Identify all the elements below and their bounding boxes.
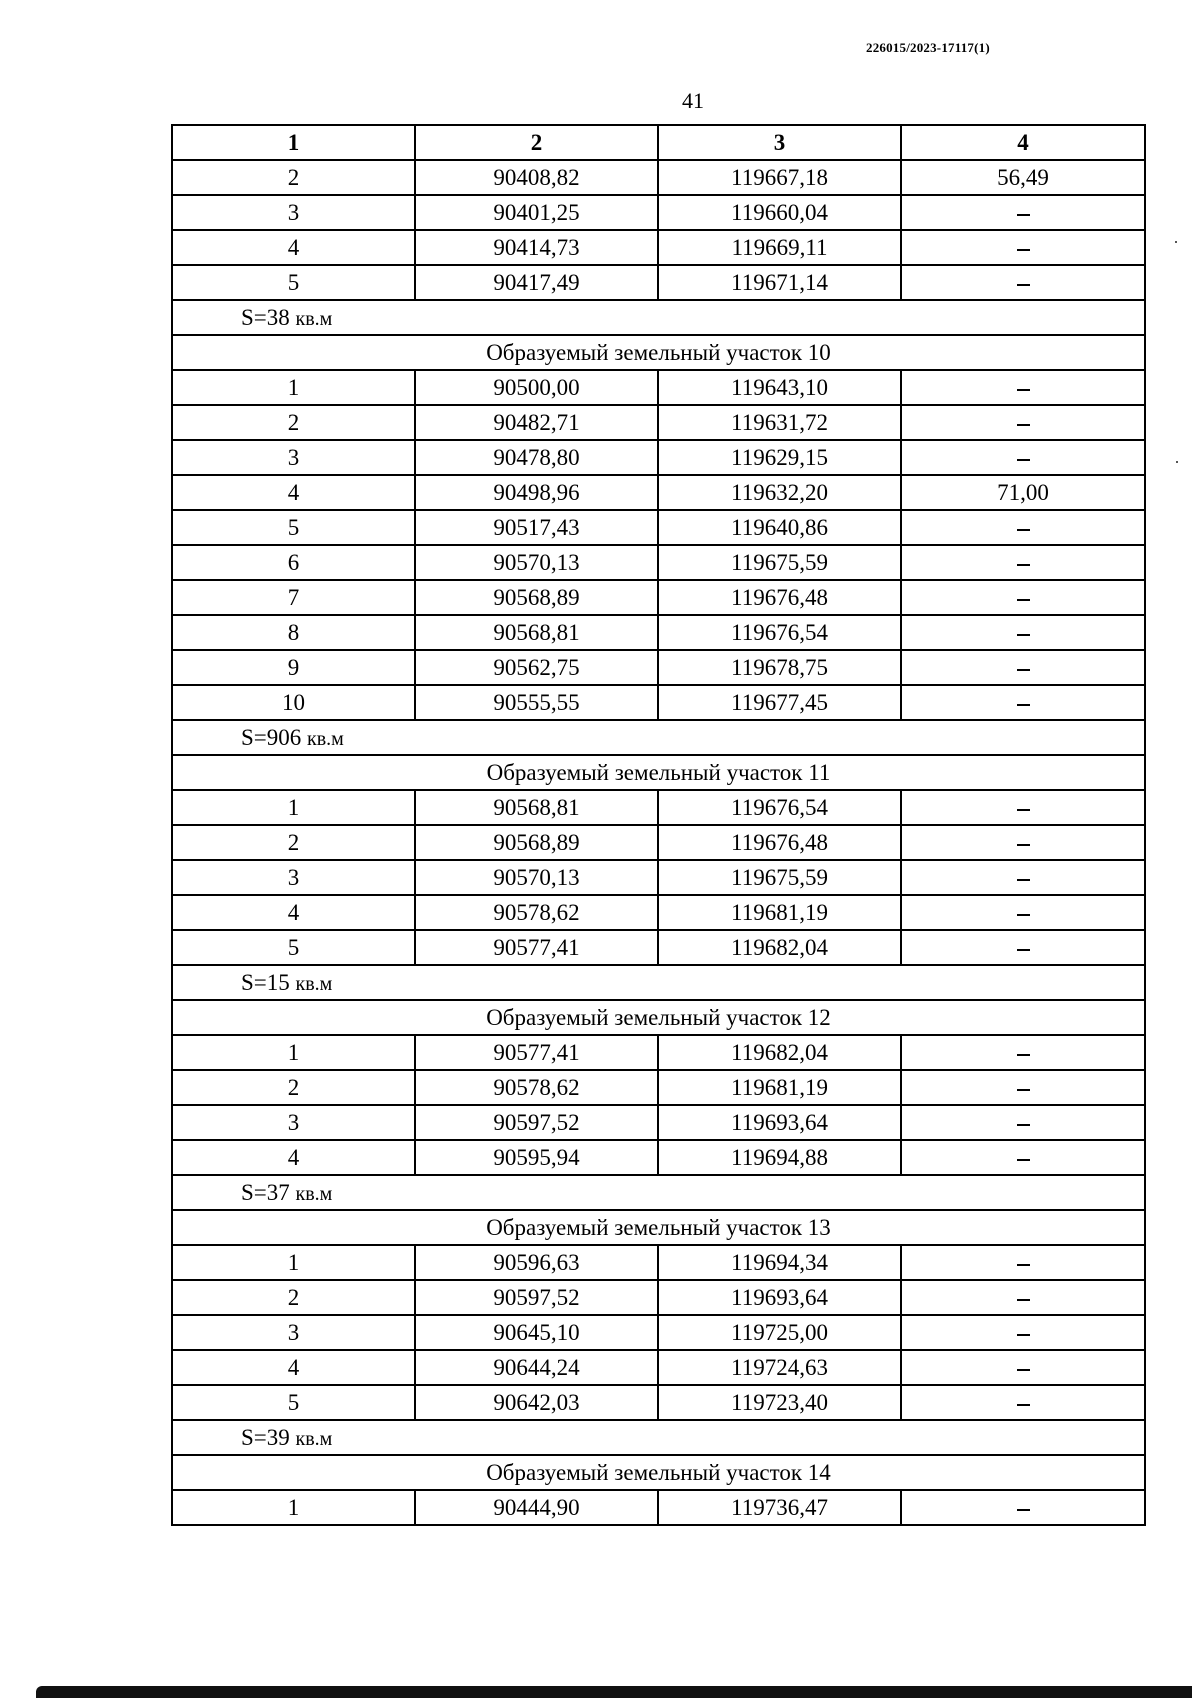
y-coordinate-cell: 119676,48 [658, 825, 901, 860]
x-coordinate-cell: 90568,81 [415, 790, 658, 825]
point-number-cell: 10 [172, 685, 415, 720]
empty-value-dash [1017, 1369, 1030, 1371]
x-coordinate-cell: 90555,55 [415, 685, 658, 720]
y-coordinate-cell: 119631,72 [658, 405, 901, 440]
area-unit: кв.м [295, 1183, 333, 1205]
x-coordinate-cell: 90408,82 [415, 160, 658, 195]
empty-value-dash [1017, 599, 1030, 601]
y-coordinate-cell: 119681,19 [658, 895, 901, 930]
section-title-row [172, 335, 1145, 370]
area-row [172, 1175, 1145, 1210]
section-title: Образуемый земельный участок 10 [172, 335, 1145, 370]
x-coordinate-cell: 90417,49 [415, 265, 658, 300]
x-coordinate-cell: 90482,71 [415, 405, 658, 440]
table-body [172, 160, 1145, 1525]
value-cell [901, 790, 1145, 825]
value-cell [901, 230, 1145, 265]
empty-value-dash [1017, 389, 1030, 391]
x-coordinate-cell: 90577,41 [415, 1035, 658, 1070]
table-row [172, 790, 1145, 825]
table-row [172, 1140, 1145, 1175]
point-number-cell: 9 [172, 650, 415, 685]
coordinates-table [171, 124, 1146, 1526]
empty-value-dash [1017, 669, 1030, 671]
column-header: 3 [658, 125, 901, 160]
table-row [172, 440, 1145, 475]
point-number-cell: 3 [172, 195, 415, 230]
table-row [172, 230, 1145, 265]
area-row [172, 965, 1145, 1000]
value-cell [901, 860, 1145, 895]
table-row [172, 615, 1145, 650]
empty-value-dash [1017, 1404, 1030, 1406]
column-header: 1 [172, 125, 415, 160]
y-coordinate-cell: 119640,86 [658, 510, 901, 545]
table-row [172, 1385, 1145, 1420]
scan-speck [1175, 241, 1177, 243]
x-coordinate-cell: 90401,25 [415, 195, 658, 230]
y-coordinate-cell: 119682,04 [658, 930, 901, 965]
empty-value-dash [1017, 1089, 1030, 1091]
table-row [172, 580, 1145, 615]
value-cell [901, 1350, 1145, 1385]
table-row [172, 160, 1145, 195]
y-coordinate-cell: 119723,40 [658, 1385, 901, 1420]
area-unit: кв.м [295, 1428, 333, 1450]
area-cell [172, 1175, 1145, 1210]
table-row [172, 405, 1145, 440]
value-cell [901, 1280, 1145, 1315]
area-cell [172, 300, 1145, 335]
area-value: S=15 [241, 970, 290, 995]
y-coordinate-cell: 119669,11 [658, 230, 901, 265]
y-coordinate-cell: 119736,47 [658, 1490, 901, 1525]
value-cell [901, 370, 1145, 405]
x-coordinate-cell: 90570,13 [415, 545, 658, 580]
x-coordinate-cell: 90498,96 [415, 475, 658, 510]
empty-value-dash [1017, 634, 1030, 636]
y-coordinate-cell: 119676,54 [658, 790, 901, 825]
x-coordinate-cell: 90568,89 [415, 580, 658, 615]
point-number-cell: 5 [172, 510, 415, 545]
y-coordinate-cell: 119677,45 [658, 685, 901, 720]
table-row [172, 1490, 1145, 1525]
point-number-cell: 1 [172, 1490, 415, 1525]
x-coordinate-cell: 90568,89 [415, 825, 658, 860]
empty-value-dash [1017, 214, 1030, 216]
empty-value-dash [1017, 1054, 1030, 1056]
x-coordinate-cell: 90500,00 [415, 370, 658, 405]
table-row [172, 370, 1145, 405]
x-coordinate-cell: 90578,62 [415, 1070, 658, 1105]
area-cell [172, 965, 1145, 1000]
table-row [172, 860, 1145, 895]
y-coordinate-cell: 119675,59 [658, 545, 901, 580]
area-unit: кв.м [307, 728, 344, 750]
table-row [172, 1035, 1145, 1070]
area-value: S=39 [241, 1425, 290, 1450]
point-number-cell: 3 [172, 860, 415, 895]
y-coordinate-cell: 119693,64 [658, 1280, 901, 1315]
area-unit: кв.м [295, 308, 333, 330]
y-coordinate-cell: 119667,18 [658, 160, 901, 195]
area-value: S=906 [241, 725, 302, 750]
area-cell [172, 1420, 1145, 1455]
scan-speck [1176, 461, 1178, 463]
y-coordinate-cell: 119632,20 [658, 475, 901, 510]
value-cell [901, 195, 1145, 230]
empty-value-dash [1017, 1334, 1030, 1336]
empty-value-dash [1017, 949, 1030, 951]
value-cell [901, 1490, 1145, 1525]
page-number: 41 [682, 88, 704, 113]
y-coordinate-cell: 119694,88 [658, 1140, 901, 1175]
section-title: Образуемый земельный участок 12 [172, 1000, 1145, 1035]
section-title: Образуемый земельный участок 13 [172, 1210, 1145, 1245]
table-row [172, 1245, 1145, 1280]
table-row [172, 1350, 1145, 1385]
point-number-cell: 5 [172, 265, 415, 300]
value-cell [901, 1245, 1145, 1280]
empty-value-dash [1017, 704, 1030, 706]
y-coordinate-cell: 119693,64 [658, 1105, 901, 1140]
table-row [172, 685, 1145, 720]
point-number-cell: 5 [172, 1385, 415, 1420]
point-number-cell: 3 [172, 1315, 415, 1350]
column-header: 2 [415, 125, 658, 160]
x-coordinate-cell: 90642,03 [415, 1385, 658, 1420]
point-number-cell: 4 [172, 1350, 415, 1385]
x-coordinate-cell: 90578,62 [415, 895, 658, 930]
empty-value-dash [1017, 1299, 1030, 1301]
value-cell [901, 580, 1145, 615]
table-row [172, 1070, 1145, 1105]
x-coordinate-cell: 90597,52 [415, 1280, 658, 1315]
section-title: Образуемый земельный участок 11 [172, 755, 1145, 790]
value-cell: 56,49 [901, 160, 1145, 195]
x-coordinate-cell: 90570,13 [415, 860, 658, 895]
table-row [172, 825, 1145, 860]
x-coordinate-cell: 90444,90 [415, 1490, 658, 1525]
area-row [172, 720, 1145, 755]
value-cell [901, 1105, 1145, 1140]
scan-edge-bar [36, 1686, 1192, 1698]
x-coordinate-cell: 90644,24 [415, 1350, 658, 1385]
y-coordinate-cell: 119724,63 [658, 1350, 901, 1385]
table-row [172, 545, 1145, 580]
point-number-cell: 1 [172, 1035, 415, 1070]
x-coordinate-cell: 90568,81 [415, 615, 658, 650]
x-coordinate-cell: 90414,73 [415, 230, 658, 265]
point-number-cell: 2 [172, 825, 415, 860]
point-number-cell: 4 [172, 475, 415, 510]
y-coordinate-cell: 119671,14 [658, 265, 901, 300]
value-cell [901, 545, 1145, 580]
empty-value-dash [1017, 914, 1030, 916]
column-header: 4 [901, 125, 1145, 160]
value-cell [901, 405, 1145, 440]
value-cell [901, 1070, 1145, 1105]
value-cell [901, 1385, 1145, 1420]
value-cell [901, 1140, 1145, 1175]
value-cell: 71,00 [901, 475, 1145, 510]
x-coordinate-cell: 90577,41 [415, 930, 658, 965]
section-title-row [172, 1000, 1145, 1035]
table-row [172, 1280, 1145, 1315]
y-coordinate-cell: 119643,10 [658, 370, 901, 405]
point-number-cell: 8 [172, 615, 415, 650]
value-cell [901, 895, 1145, 930]
table-row [172, 1105, 1145, 1140]
value-cell [901, 685, 1145, 720]
y-coordinate-cell: 119725,00 [658, 1315, 901, 1350]
y-coordinate-cell: 119676,54 [658, 615, 901, 650]
value-cell [901, 650, 1145, 685]
table-row [172, 1315, 1145, 1350]
y-coordinate-cell: 119660,04 [658, 195, 901, 230]
value-cell [901, 930, 1145, 965]
point-number-cell: 7 [172, 580, 415, 615]
y-coordinate-cell: 119629,15 [658, 440, 901, 475]
area-unit: кв.м [295, 973, 333, 995]
empty-value-dash [1017, 529, 1030, 531]
empty-value-dash [1017, 564, 1030, 566]
point-number-cell: 2 [172, 1070, 415, 1105]
value-cell [901, 1035, 1145, 1070]
y-coordinate-cell: 119678,75 [658, 650, 901, 685]
section-title-row [172, 1210, 1145, 1245]
empty-value-dash [1017, 1159, 1030, 1161]
empty-value-dash [1017, 879, 1030, 881]
table-row [172, 510, 1145, 545]
x-coordinate-cell: 90478,80 [415, 440, 658, 475]
empty-value-dash [1017, 1264, 1030, 1266]
empty-value-dash [1017, 809, 1030, 811]
table-row [172, 265, 1145, 300]
point-number-cell: 4 [172, 895, 415, 930]
x-coordinate-cell: 90596,63 [415, 1245, 658, 1280]
value-cell [901, 825, 1145, 860]
empty-value-dash [1017, 1124, 1030, 1126]
empty-value-dash [1017, 459, 1030, 461]
x-coordinate-cell: 90517,43 [415, 510, 658, 545]
area-cell [172, 720, 1145, 755]
empty-value-dash [1017, 424, 1030, 426]
point-number-cell: 2 [172, 405, 415, 440]
y-coordinate-cell: 119682,04 [658, 1035, 901, 1070]
point-number-cell: 5 [172, 930, 415, 965]
table-row [172, 895, 1145, 930]
value-cell [901, 265, 1145, 300]
empty-value-dash [1017, 249, 1030, 251]
table-header-row [172, 125, 1145, 160]
table-row [172, 650, 1145, 685]
empty-value-dash [1017, 1509, 1030, 1511]
point-number-cell: 2 [172, 1280, 415, 1315]
area-value: S=37 [241, 1180, 290, 1205]
point-number-cell: 1 [172, 1245, 415, 1280]
point-number-cell: 1 [172, 790, 415, 825]
point-number-cell: 1 [172, 370, 415, 405]
x-coordinate-cell: 90597,52 [415, 1105, 658, 1140]
point-number-cell: 3 [172, 440, 415, 475]
point-number-cell: 4 [172, 1140, 415, 1175]
x-coordinate-cell: 90595,94 [415, 1140, 658, 1175]
point-number-cell: 6 [172, 545, 415, 580]
point-number-cell: 2 [172, 160, 415, 195]
table-row [172, 930, 1145, 965]
y-coordinate-cell: 119676,48 [658, 580, 901, 615]
y-coordinate-cell: 119694,34 [658, 1245, 901, 1280]
document-registration-number: 226015/2023-17117(1) [866, 40, 990, 55]
empty-value-dash [1017, 284, 1030, 286]
y-coordinate-cell: 119681,19 [658, 1070, 901, 1105]
point-number-cell: 4 [172, 230, 415, 265]
x-coordinate-cell: 90645,10 [415, 1315, 658, 1350]
point-number-cell: 3 [172, 1105, 415, 1140]
x-coordinate-cell: 90562,75 [415, 650, 658, 685]
section-title: Образуемый земельный участок 14 [172, 1455, 1145, 1490]
table-row [172, 475, 1145, 510]
value-cell [901, 1315, 1145, 1350]
value-cell [901, 615, 1145, 650]
value-cell [901, 510, 1145, 545]
section-title-row [172, 755, 1145, 790]
y-coordinate-cell: 119675,59 [658, 860, 901, 895]
area-value: S=38 [241, 305, 290, 330]
value-cell [901, 440, 1145, 475]
empty-value-dash [1017, 844, 1030, 846]
area-row [172, 300, 1145, 335]
table-row [172, 195, 1145, 230]
section-title-row [172, 1455, 1145, 1490]
area-row [172, 1420, 1145, 1455]
